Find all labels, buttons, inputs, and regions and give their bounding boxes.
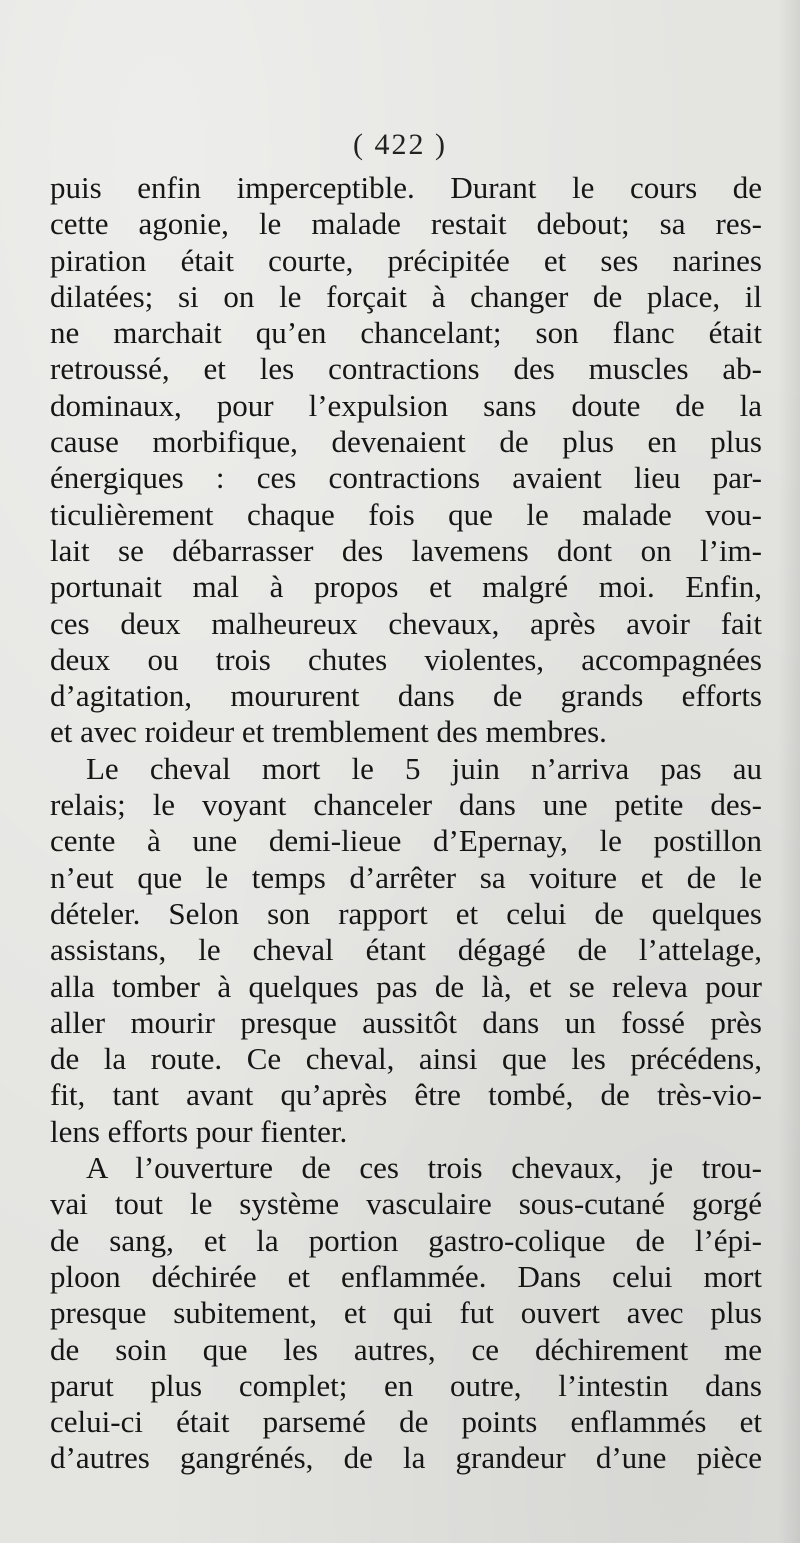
text-line: dilatées; si on le forçait à changer de place, il xyxy=(50,278,762,314)
text-line: vai tout le système vasculaire sous-cutané gorgé xyxy=(50,1186,762,1222)
text-line: ne marchait qu’en chancelant; son flanc était xyxy=(50,315,762,351)
text-line: parut plus complet; en outre, l’intestin dans xyxy=(50,1367,762,1403)
text-line: cette agonie, le malade restait debout; sa res- xyxy=(50,206,762,242)
text-line: cente à une demi-lieue d’Epernay, le postillon xyxy=(50,823,762,859)
text-line: d’agitation, moururent dans de grands efforts xyxy=(50,678,762,714)
text-line: fit, tant avant qu’après être tombé, de très-vio- xyxy=(50,1077,762,1113)
body-text xyxy=(50,170,762,1477)
text-line: puis enfin imperceptible. Durant le cours de xyxy=(50,170,762,205)
text-line: de soin que les autres, ce déchirement me xyxy=(50,1331,762,1367)
page-number: ( 422 ) xyxy=(353,128,447,161)
text-line: assistans, le cheval étant dégagé de l’attelage, xyxy=(50,932,762,968)
text-line: relais; le voyant chanceler dans une petite des- xyxy=(50,787,762,823)
text-line: dételer. Selon son rapport et celui de quelques xyxy=(50,895,762,931)
text-line: aller mourir presque aussitôt dans un fossé près xyxy=(50,1004,762,1040)
text-line: ploon déchirée et enflammée. Dans celui mort xyxy=(50,1258,762,1294)
text-line: retroussé, et les contractions des muscles ab- xyxy=(50,351,762,387)
text-line: celui-ci était parsemé de points enflammés et xyxy=(50,1404,762,1440)
text-line: n’eut que le temps d’arrêter sa voiture et de le xyxy=(50,859,762,895)
text-line: énergiques : ces contractions avaient lieu par- xyxy=(50,460,762,496)
text-line: lens efforts pour fienter. xyxy=(50,1113,348,1149)
page-edge-shadow xyxy=(778,0,800,1543)
text-line: Le cheval mort le 5 juin n’arriva pas au xyxy=(86,750,762,786)
text-line: cause morbifique, devenaient de plus en plus xyxy=(50,424,762,460)
text-line: de la route. Ce cheval, ainsi que les précédens, xyxy=(50,1041,762,1077)
text-line: lait se débarrasser des lavemens dont on l’im- xyxy=(50,532,762,568)
text-line: portunait mal à propos et malgré moi. Enfin, xyxy=(50,569,762,605)
text-line: deux ou trois chutes violentes, accompagnées xyxy=(50,641,762,677)
text-line: et avec roideur et tremblement des membres. xyxy=(50,714,607,750)
text-line: presque subitement, et qui fut ouvert avec plus xyxy=(50,1295,762,1331)
text-line: de sang, et la portion gastro-colique de l’épi- xyxy=(50,1222,762,1258)
text-line: d’autres gangrénés, de la grandeur d’une pièce xyxy=(50,1440,762,1476)
text-line: piration était courte, précipitée et ses narines xyxy=(50,242,762,278)
text-line: alla tomber à quelques pas de là, et se releva pour xyxy=(50,968,762,1004)
text-line: dominaux, pour l’expulsion sans doute de la xyxy=(50,387,762,423)
text-line: ces deux malheureux chevaux, après avoir fait xyxy=(50,605,762,641)
text-line: A l’ouverture de ces trois chevaux, je trou- xyxy=(86,1150,762,1186)
text-line: ticulièrement chaque fois que le malade vou- xyxy=(50,496,762,532)
